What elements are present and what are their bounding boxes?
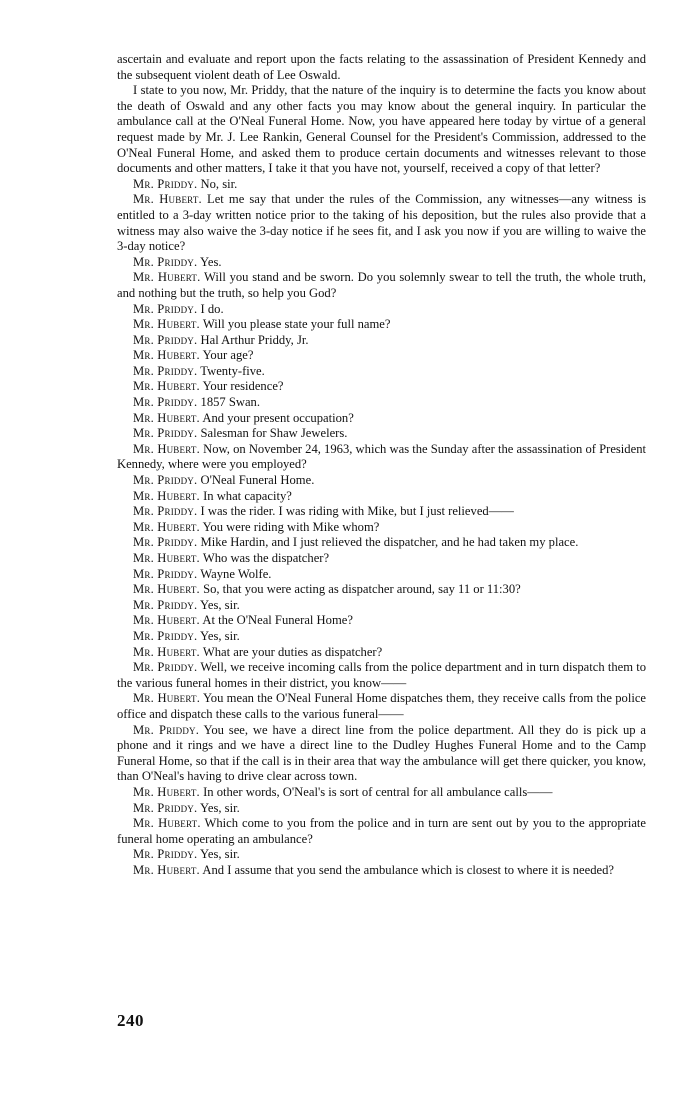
paragraph-text: In what capacity? xyxy=(203,488,292,503)
paragraph-text: Which come to you from the police and in turn are sent out by you to the appropriate funeral home operating an ambulance? xyxy=(117,816,646,846)
paragraph-text: 1857 Swan. xyxy=(200,395,260,410)
paragraph xyxy=(117,551,646,567)
paragraph xyxy=(117,192,646,254)
paragraph xyxy=(117,473,646,489)
paragraph-text: Yes, sir. xyxy=(200,628,240,643)
speaker-label: Mr. Hubert. xyxy=(133,441,200,456)
paragraph-text: Twenty-five. xyxy=(200,363,265,378)
speaker-label: Mr. Hubert. xyxy=(133,582,200,597)
paragraph-text: Now, on November 24, 1963, which was the Sunday after the assassination of President Kennedy, where were you employed? xyxy=(117,441,646,472)
paragraph xyxy=(117,411,646,427)
paragraph xyxy=(117,785,646,801)
paragraph-text: Hal Arthur Priddy, Jr. xyxy=(200,332,309,347)
paragraph xyxy=(117,489,646,505)
speaker-label: Mr. Priddy. xyxy=(133,332,198,347)
speaker-label: Mr. Priddy. xyxy=(133,254,198,269)
paragraph-text: Mike Hardin, and I just relieved the dispatcher, and he had taken my place. xyxy=(200,535,579,550)
speaker-label: Mr. Hubert. xyxy=(133,488,200,503)
speaker-label: Mr. Hubert. xyxy=(133,317,200,332)
paragraph xyxy=(117,348,646,364)
speaker-label: Mr. Priddy. xyxy=(133,301,198,316)
speaker-label: Mr. Priddy. xyxy=(133,535,198,550)
speaker-label: Mr. Hubert. xyxy=(133,519,200,534)
paragraph-text: Will you please state your full name? xyxy=(202,317,391,332)
speaker-label: Mr. Priddy. xyxy=(133,363,198,378)
paragraph xyxy=(117,660,646,691)
speaker-label: Mr. Priddy. xyxy=(133,473,198,488)
page-number: 240 xyxy=(117,1011,144,1030)
paragraph xyxy=(117,83,646,177)
paragraph xyxy=(117,317,646,333)
paragraph xyxy=(117,255,646,271)
paragraph-text: Salesman for Shaw Jewelers. xyxy=(200,426,348,441)
paragraph-text: No, sir. xyxy=(200,176,238,191)
paragraph-text: ascertain and evaluate and report upon the facts relating to the assassination of President Kennedy and the subsequent violent death of Lee Oswald. xyxy=(117,52,646,82)
paragraph xyxy=(117,582,646,598)
speaker-label: Mr. Hubert. xyxy=(133,862,200,877)
paragraph xyxy=(117,801,646,817)
paragraph-text: In other words, O'Neal's is sort of central for all ambulance calls—— xyxy=(203,784,553,799)
paragraph xyxy=(117,847,646,863)
paragraph-text: I was the rider. I was riding with Mike, but I just relieved—— xyxy=(200,504,514,519)
paragraph xyxy=(117,52,646,83)
paragraph-text: Will you stand and be sworn. Do you solemnly swear to tell the truth, the whole truth, and nothing but the truth, so help you God? xyxy=(117,270,647,300)
paragraph xyxy=(117,613,646,629)
speaker-label: Mr. Hubert. xyxy=(133,816,201,831)
speaker-label: Mr. Priddy. xyxy=(133,847,198,862)
speaker-label: Mr. Hubert. xyxy=(133,270,201,285)
paragraph xyxy=(117,426,646,442)
paragraph xyxy=(117,567,646,583)
paragraph-text: Yes, sir. xyxy=(200,800,240,815)
paragraph xyxy=(117,863,646,879)
speaker-label: Mr. Priddy. xyxy=(133,722,200,737)
paragraph xyxy=(117,270,646,301)
paragraph-text: You see, we have a direct line from the police department. All they do is pick up a phone and it rings and we have a direct line to the Dudley Hughes Funeral Home and to the Camp Funeral Home, so that if the call is in their area that way the ambulance will get there quicker, you know, than O'Neal's having to drive clear across town. xyxy=(117,722,646,784)
speaker-label: Mr. Priddy. xyxy=(133,660,198,675)
speaker-label: Mr. Hubert. xyxy=(133,410,200,425)
speaker-label: Mr. Hubert. xyxy=(133,613,200,628)
speaker-label: Mr. Hubert. xyxy=(133,691,201,706)
paragraph xyxy=(117,645,646,661)
speaker-label: Mr. Priddy. xyxy=(133,566,198,581)
paragraph xyxy=(117,520,646,536)
speaker-label: Mr. Priddy. xyxy=(133,395,198,410)
paragraph-text: And I assume that you send the ambulance which is closest to where it is needed? xyxy=(202,862,615,877)
paragraph-text: You were riding with Mike whom? xyxy=(202,519,380,534)
paragraph-text: Your residence? xyxy=(202,379,284,394)
paragraph xyxy=(117,535,646,551)
speaker-label: Mr. Hubert. xyxy=(133,379,200,394)
paragraph-text: Wayne Wolfe. xyxy=(200,566,272,581)
paragraph xyxy=(117,691,646,722)
paragraph-text: I state to you now, Mr. Priddy, that the nature of the inquiry is to determine the facts you know about the death of Oswald and any other facts you may know about the general inquiry. In particular the ambulance call at the O'Neal Funeral Home. Now, you have appeared here today by virtue of a general request made by Mr. J. Lee Rankin, General Counsel for the President's Commission, addressed to the O'Neal Funeral Home, and asked them to produce certain documents and witnesses relevant to those documents and other matters, I take it that you have not, yourself, received a copy of that letter? xyxy=(117,83,646,176)
speaker-label: Mr. Hubert. xyxy=(133,551,200,565)
paragraph xyxy=(117,598,646,614)
speaker-label: Mr. Hubert. xyxy=(133,348,200,363)
speaker-label: Mr. Priddy. xyxy=(133,426,198,441)
paragraph-text: Who was the dispatcher? xyxy=(202,551,330,565)
paragraph-text: You mean the O'Neal Funeral Home dispatches them, they receive calls from the police office and dispatch these calls to the various funeral—— xyxy=(117,691,647,721)
speaker-label: Mr. Hubert. xyxy=(133,192,202,207)
speaker-label: Mr. Priddy. xyxy=(133,597,198,612)
paragraph-text: Yes. xyxy=(200,254,222,269)
paragraph xyxy=(117,816,646,847)
paragraph xyxy=(117,333,646,349)
paragraph-text: At the O'Neal Funeral Home? xyxy=(202,613,353,628)
speaker-label: Mr. Priddy. xyxy=(133,504,198,519)
paragraph xyxy=(117,629,646,645)
paragraph-text: What are your duties as dispatcher? xyxy=(202,644,383,659)
paragraph xyxy=(117,504,646,520)
paragraph-text: And your present occupation? xyxy=(202,410,354,425)
paragraph-text: Well, we receive incoming calls from the police department and in turn dispatch them to the various funeral homes in their district, you know—— xyxy=(117,660,646,690)
speaker-label: Mr. Priddy. xyxy=(133,800,198,815)
paragraph xyxy=(117,302,646,318)
speaker-label: Mr. Priddy. xyxy=(133,176,198,191)
paragraph-text: Yes, sir. xyxy=(200,597,240,612)
paragraph-text: I do. xyxy=(200,301,224,316)
paragraph xyxy=(117,395,646,411)
paragraph xyxy=(117,177,646,193)
paragraph xyxy=(117,442,646,473)
paragraph xyxy=(117,379,646,395)
testimony-text xyxy=(117,52,646,878)
speaker-label: Mr. Hubert. xyxy=(133,784,200,799)
paragraph xyxy=(117,364,646,380)
paragraph xyxy=(117,723,646,785)
speaker-label: Mr. Hubert. xyxy=(133,644,200,659)
paragraph-text: Let me say that under the rules of the Commission, any witnesses—any witness is entitled to a 3-day written notice prior to the taking of his deposition, but the rules also provide that a witness may also waive the 3-day notice if he sees fit, and I ask you now if you are willing to waive the 3-day notice? xyxy=(117,192,646,254)
paragraph-text: Yes, sir. xyxy=(200,847,240,862)
speaker-label: Mr. Priddy. xyxy=(133,628,198,643)
paragraph-text: Your age? xyxy=(202,348,254,363)
paragraph-text: So, that you were acting as dispatcher around, say 11 or 11:30? xyxy=(203,582,521,597)
paragraph-text: O'Neal Funeral Home. xyxy=(200,473,315,488)
